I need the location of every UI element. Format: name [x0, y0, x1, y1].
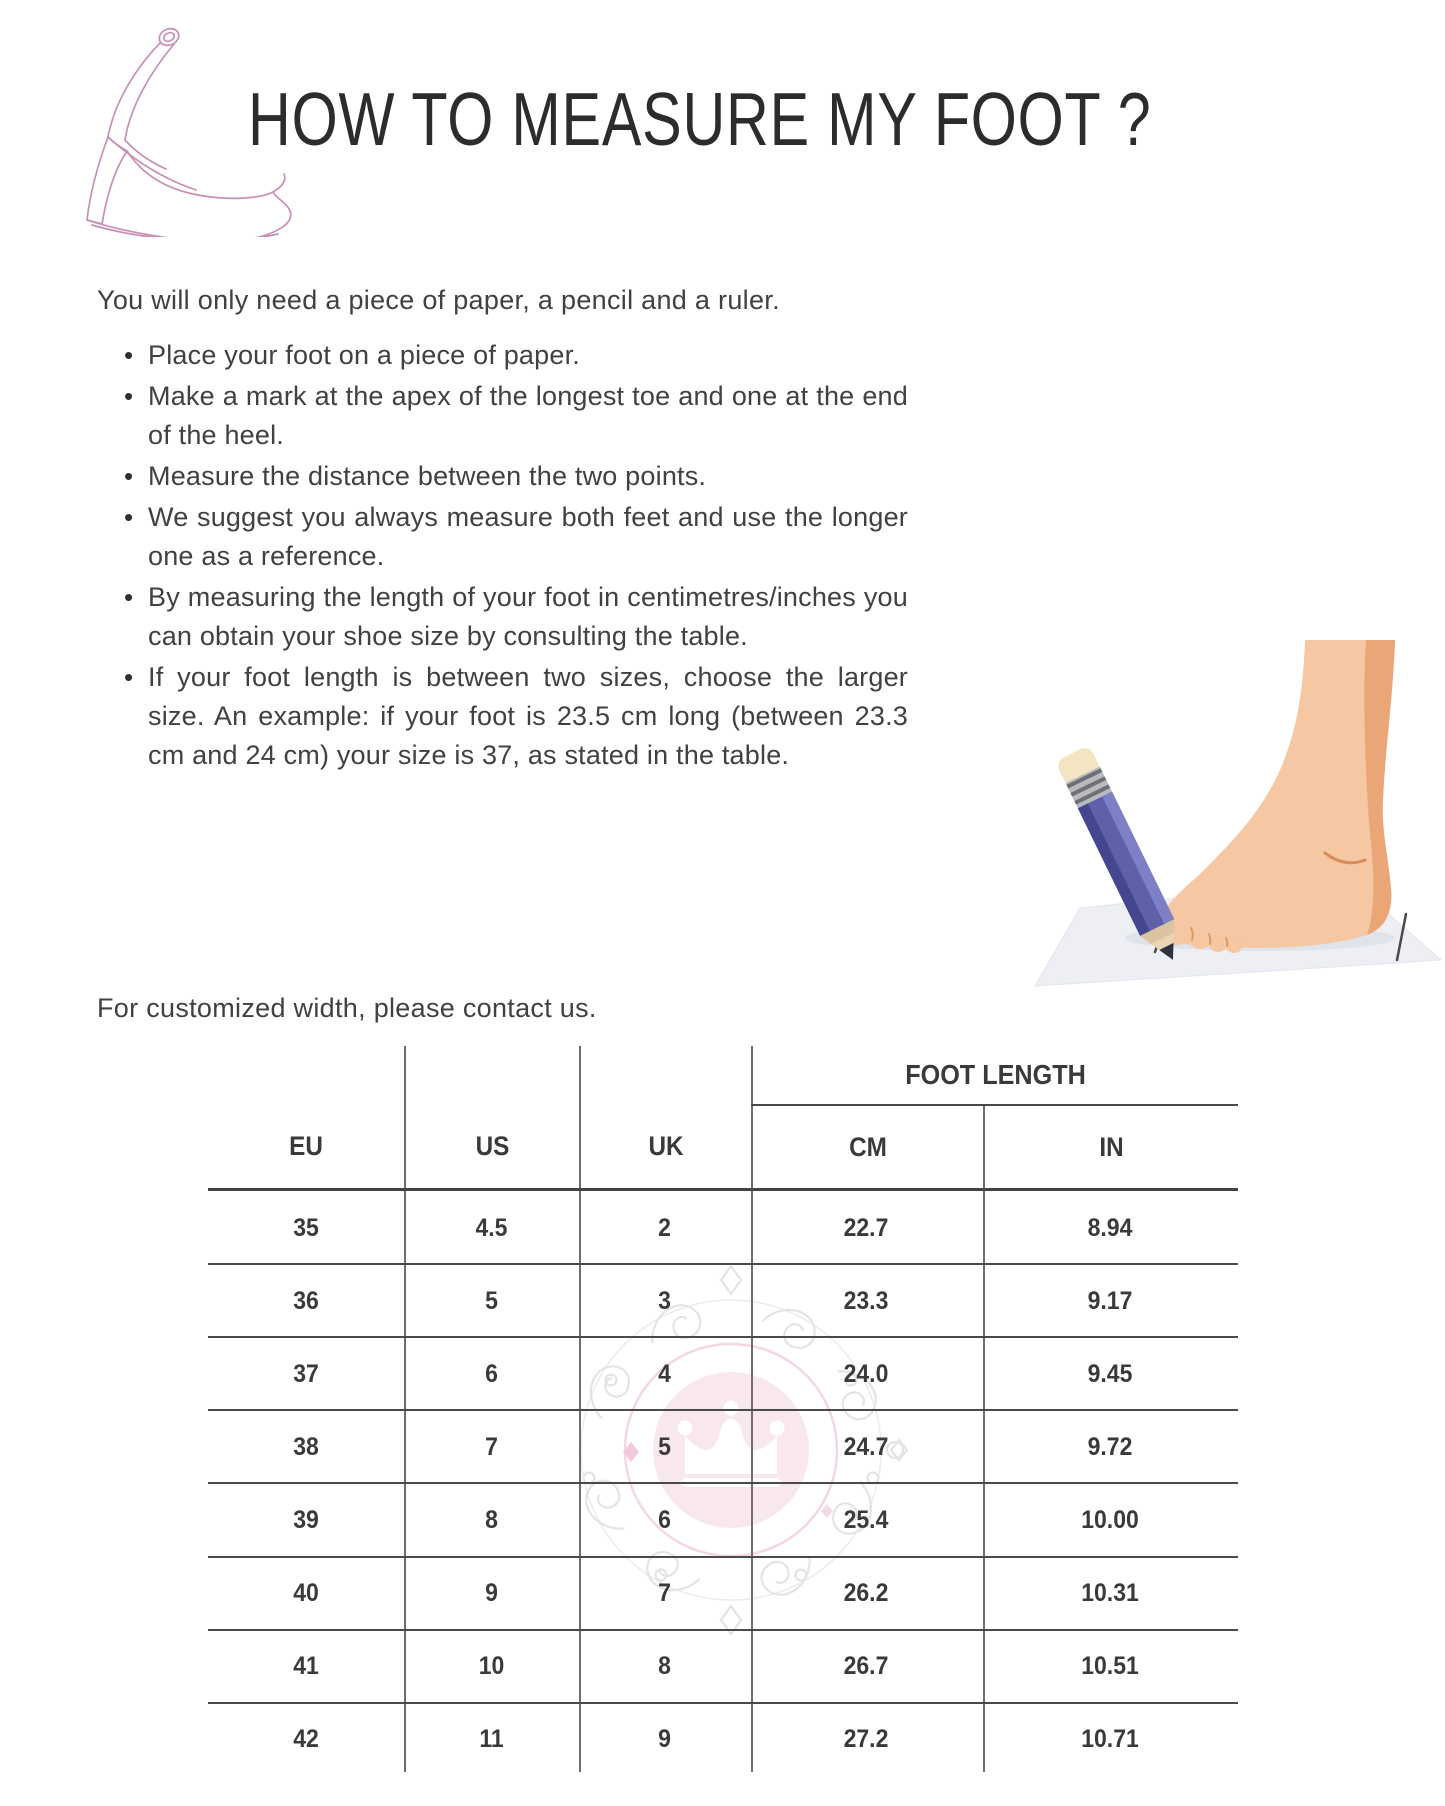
table-cell: 24.7: [843, 1433, 889, 1461]
table-cell: 37: [293, 1360, 319, 1388]
table-cell: 10: [478, 1652, 505, 1680]
list-item-text: By measuring the length of your foot in centimetres/inches you can obtain your shoe size by consulting the table.: [148, 582, 908, 651]
table-cell: 8: [658, 1652, 671, 1680]
table-cell: 41: [293, 1652, 319, 1680]
table-cell: 24.0: [843, 1360, 889, 1388]
table-cell: 42: [293, 1725, 319, 1753]
table-cell: 9.72: [1087, 1433, 1133, 1461]
foot-icon: [1161, 640, 1395, 953]
column-header-foot-length: FOOT LENGTH: [905, 1059, 1086, 1090]
table-cell: 38: [293, 1433, 319, 1461]
list-item-text: Measure the distance between the two points.: [148, 461, 707, 491]
table-cell: 36: [293, 1287, 319, 1315]
page-title: HOW TO MEASURE MY FOOT ?: [248, 77, 1152, 161]
table-cell: 9: [485, 1579, 498, 1607]
table-cell: 8: [485, 1506, 498, 1534]
table-cell: 26.2: [843, 1579, 889, 1607]
table-cell: 7: [485, 1433, 498, 1461]
table-cell: 10.71: [1081, 1725, 1139, 1753]
table-cell: 23.3: [843, 1287, 889, 1315]
table-cell: 3: [658, 1287, 671, 1315]
column-header-eu: EU: [289, 1130, 323, 1161]
table-cell: 2: [658, 1214, 671, 1242]
table-cell: 11: [479, 1725, 504, 1753]
table-grid-line: [208, 1188, 1238, 1191]
table-cell: 4.5: [475, 1214, 508, 1242]
list-item: [122, 336, 908, 375]
table-cell: 26.7: [843, 1652, 889, 1680]
column-header-cm: CM: [849, 1131, 887, 1162]
table-cell: 4: [658, 1360, 671, 1388]
list-item-text: If your foot length is between two sizes, choose the larger size. An example: if your foot is 23.5 cm long (between 23.3 cm and 24 cm) your size is 37, as stated in the table.: [148, 662, 908, 770]
list-item-text: Place your foot on a piece of paper.: [148, 340, 580, 370]
table-row: [208, 1411, 1238, 1484]
column-header-in: IN: [1099, 1131, 1124, 1162]
table-row: [208, 1484, 1238, 1557]
table-row: [208, 1192, 1238, 1265]
list-item: [122, 498, 908, 576]
table-cell: 35: [293, 1214, 319, 1242]
table-row: [208, 1703, 1238, 1776]
table-cell: 25.4: [843, 1506, 889, 1534]
table-cell: 40: [293, 1579, 319, 1607]
customized-width-note: For customized width, please contact us.: [97, 993, 597, 1023]
table-body: [208, 1192, 1238, 1776]
list-item-text: Make a mark at the apex of the longest toe and one at the end of the heel.: [148, 381, 908, 450]
table-cell: 6: [485, 1360, 498, 1388]
column-header-us: US: [475, 1130, 510, 1161]
table-cell: 10.00: [1081, 1506, 1139, 1534]
table-cell: 8.94: [1087, 1214, 1133, 1242]
table-cell: 7: [658, 1579, 671, 1607]
table-cell: 10.51: [1081, 1652, 1139, 1680]
intro-text: You will only need a piece of paper, a pencil and a ruler.: [97, 285, 780, 315]
table-cell: 5: [658, 1433, 671, 1461]
table-cell: 9.17: [1087, 1287, 1133, 1315]
table-cell: 39: [293, 1506, 319, 1534]
list-item-text: We suggest you always measure both feet and use the longer one as a reference.: [148, 502, 908, 571]
list-item: [122, 658, 908, 775]
table-row: [208, 1338, 1238, 1411]
table-row: [208, 1557, 1238, 1630]
table-cell: 5: [485, 1287, 498, 1315]
table-cell: 9: [658, 1725, 671, 1753]
column-header-uk: UK: [648, 1130, 684, 1161]
table-row: [208, 1265, 1238, 1338]
list-item: [122, 457, 908, 496]
foot-measurement-illustration: [995, 640, 1445, 992]
table-cell: 27.2: [843, 1725, 889, 1753]
table-cell: 22.7: [843, 1214, 889, 1242]
list-item: [122, 578, 908, 656]
instructions-list: [122, 336, 908, 777]
table-row: [208, 1630, 1238, 1703]
table-cell: 6: [658, 1506, 671, 1534]
list-item: [122, 377, 908, 455]
table-cell: 10.31: [1081, 1579, 1139, 1607]
table-cell: 9.45: [1087, 1360, 1133, 1388]
